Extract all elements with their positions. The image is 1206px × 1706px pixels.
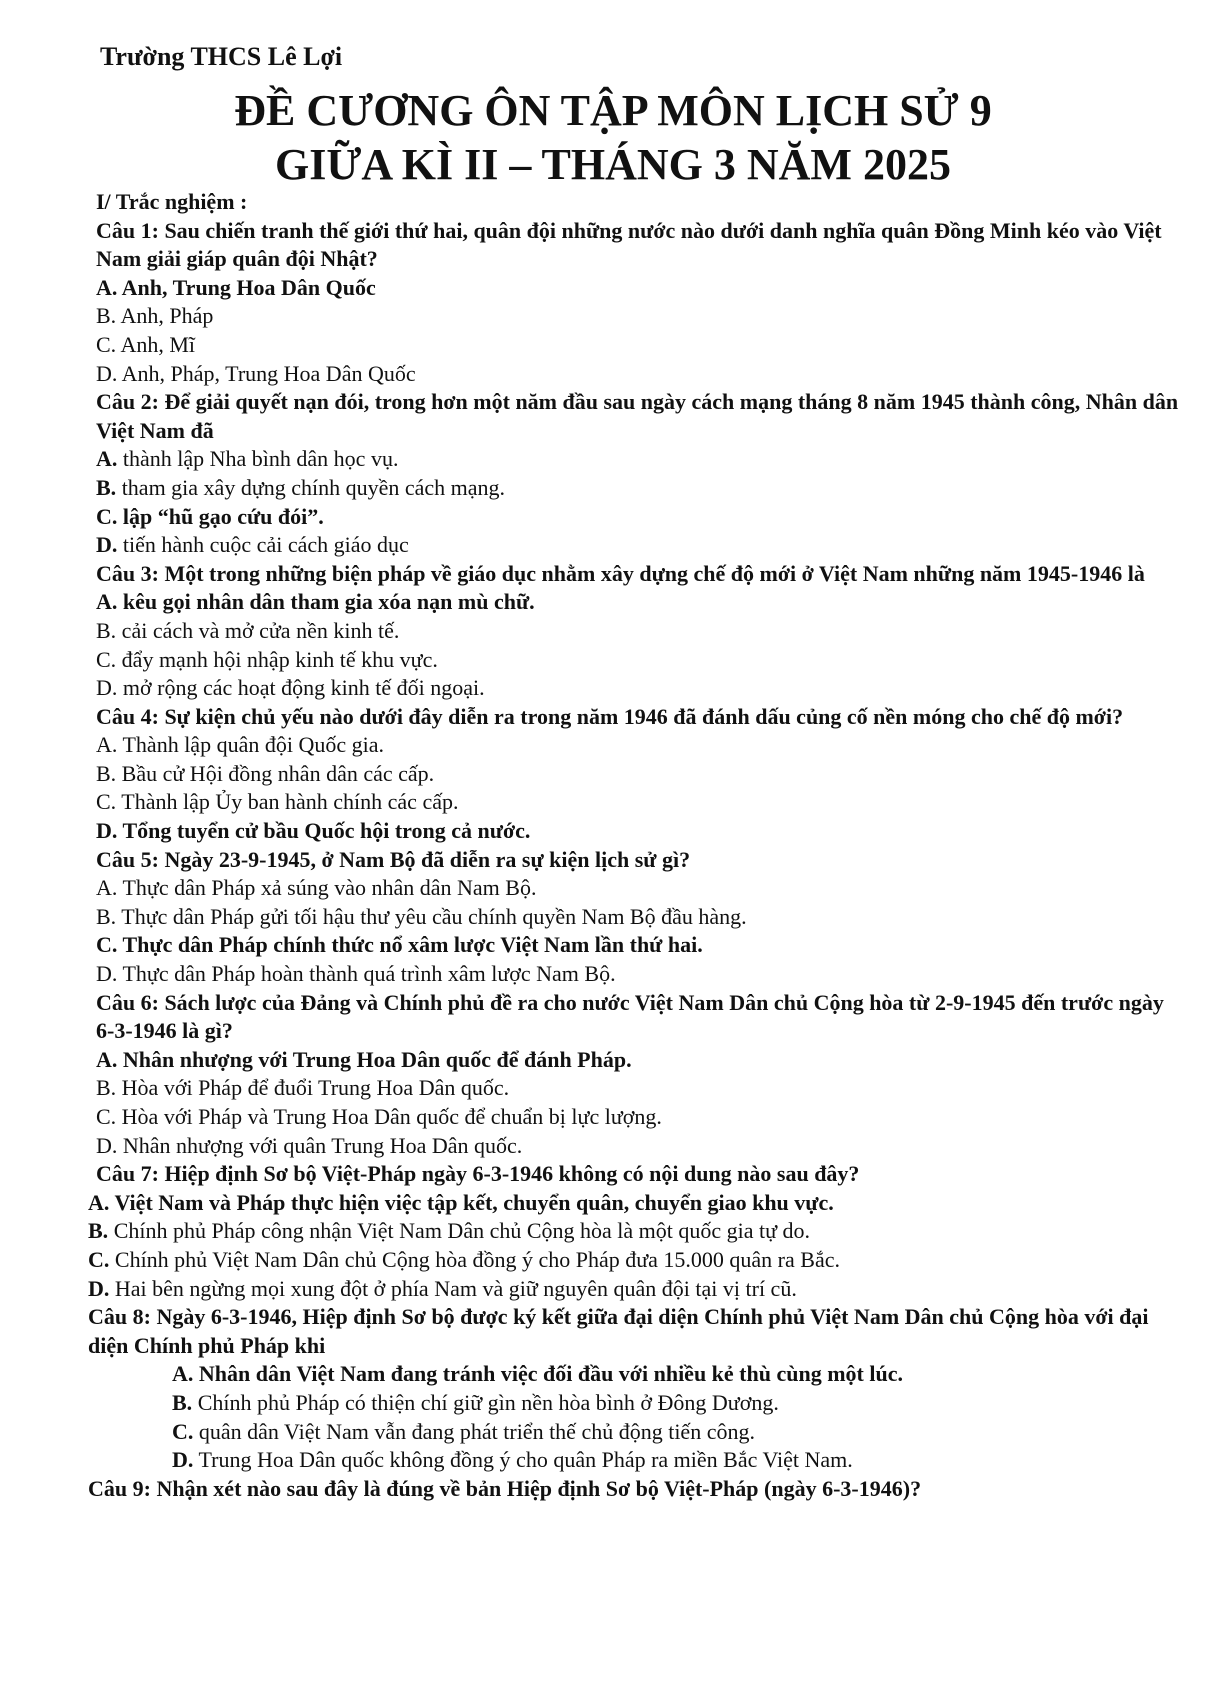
q2-option-d [96,531,1186,560]
q7-option-c-text: Chính phủ Việt Nam Dân chủ Cộng hòa đồng ý cho Pháp đưa 15.000 quân ra Bắc. [109,1246,840,1272]
q8-option-b-text: Chính phủ Pháp có thiện chí giữ gìn nền hòa bình ở Đông Dương. [192,1389,779,1415]
q6-option-c: C. Hòa với Pháp và Trung Hoa Dân quốc để chuẩn bị lực lượng. [96,1104,662,1129]
q8-option-d-letter: D. [172,1447,194,1473]
section-heading: I/ Trắc nghiệm : [96,189,248,214]
question-5: Câu 5: Ngày 23-9-1945, ở Nam Bộ đã diễn ra sự kiện lịch sử gì? [96,846,691,872]
q8-option-c-letter: C. [172,1418,194,1444]
q4-option-c: C. Thành lập Ủy ban hành chính các cấp. [96,789,459,815]
q6-option-b: B. Hòa với Pháp để đuổi Trung Hoa Dân quốc. [96,1075,510,1101]
q7-option-c [88,1246,1186,1275]
question-3 [96,560,1186,589]
q2-option-d-text: tiến hành cuộc cải cách giáo dục [117,532,409,558]
q3-option-a: A. kêu gọi nhân dân tham gia xóa nạn mù chữ. [96,589,535,615]
q3-option-b: B. cải cách và mở cửa nền kinh tế. [96,617,400,643]
question-4: Câu 4: Sự kiện chủ yếu nào dưới đây diễn ra trong năm 1946 đã đánh dấu củng cố nền móng cho chế độ mới? [96,703,1124,729]
q2-option-b-letter: B. [96,474,117,500]
question-8: Câu 8: Ngày 6-3-1946, Hiệp định Sơ bộ được ký kết giữa đại diện Chính phủ Việt Nam Dân chủ Cộng hòa với đại diện Chính phủ Pháp khi [88,1304,1149,1358]
question-2: Câu 2: Để giải quyết nạn đói, trong hơn một năm đầu sau ngày cách mạng tháng 8 năm 1945 thành công, Nhân dân Việt Nam đã [96,389,1179,443]
q2-option-b [96,474,1186,503]
q7-option-d-letter: D. [88,1275,110,1301]
q8-option-d [96,1446,1186,1475]
question-7: Câu 7: Hiệp định Sơ bộ Việt-Pháp ngày 6-3-1946 không có nội dung nào sau đây? [96,1161,860,1187]
q3-option-d: D. mở rộng các hoạt động kinh tế đối ngoại. [96,675,485,701]
question-1: Câu 1: Sau chiến tranh thế giới thứ hai, quân đội những nước nào dưới danh nghĩa quân Đồng Minh kéo vào Việt Nam giải giáp quân đội Nhật? [96,217,1162,272]
q8-option-b-letter: B. [172,1389,193,1415]
q8-option-d-text: Trung Hoa Dân quốc không đồng ý cho quân Pháp ra miền Bắc Việt Nam. [193,1447,853,1473]
q5-option-b: B. Thực dân Pháp gửi tối hậu thư yêu cầu chính quyền Nam Bộ đầu hàng. [96,903,747,929]
q1-option-c: C. Anh, Mĩ [96,331,196,357]
question-9: Câu 9: Nhận xét nào sau đây là đúng về bản Hiệp định Sơ bộ Việt-Pháp (ngày 6-3-1946)? [88,1475,922,1501]
q8-option-a: A. Nhân dân Việt Nam đang tránh việc đối đầu với nhiều kẻ thù cùng một lúc. [172,1361,903,1387]
q4-option-b: B. Bầu cử Hội đồng nhân dân các cấp. [96,760,435,786]
q5-option-d: D. Thực dân Pháp hoàn thành quá trình xâm lược Nam Bộ. [96,961,616,987]
q8-option-c-text: quân dân Việt Nam vẫn đang phát triển thế chủ động tiến công. [193,1418,755,1444]
q8-option-b [96,1389,1186,1418]
q4-option-a: A. Thành lập quân đội Quốc gia. [96,732,384,758]
q7-option-b [88,1217,1186,1246]
q1-option-a: A. Anh, Trung Hoa Dân Quốc [96,274,376,300]
q7-option-a: A. Việt Nam và Pháp thực hiện việc tập kết, chuyển quân, chuyển giao khu vực. [88,1189,834,1215]
q4-option-d: D. Tổng tuyển cử bầu Quốc hội trong cả nước. [96,818,531,844]
q7-option-b-letter: B. [88,1218,109,1244]
question-6: Câu 6: Sách lược của Đảng và Chính phủ đề ra cho nước Việt Nam Dân chủ Cộng hòa từ 2-9-1945 đến trước ngày 6-3-1946 là gì? [96,989,1164,1044]
q2-option-a [96,445,1186,474]
q7-option-b-text: Chính phủ Pháp công nhận Việt Nam Dân chủ Cộng hòa là một quốc gia tự do. [108,1218,811,1244]
question-3-label: Câu 3 [96,560,152,586]
q2-option-c: C. lập “hũ gạo cứu đói”. [96,503,324,529]
q2-option-a-text: thành lập Nha bình dân học vụ. [117,446,399,472]
school-name: Trường THCS Lê Lợi [100,42,343,71]
q2-option-b-text: tham gia xây dựng chính quyền cách mạng. [116,474,506,500]
q5-option-a: A. Thực dân Pháp xả súng vào nhân dân Nam Bộ. [96,875,537,901]
q6-option-d: D. Nhân nhượng với quân Trung Hoa Dân quốc. [96,1132,523,1158]
q2-option-a-letter: A. [96,446,118,472]
q3-option-c: C. đẩy mạnh hội nhập kinh tế khu vực. [96,646,438,672]
question-list [88,188,1186,1503]
q8-option-c [96,1418,1186,1447]
q7-option-c-letter: C. [88,1246,110,1272]
q2-option-d-letter: D. [96,532,118,558]
q6-option-a: A. Nhân nhượng với Trung Hoa Dân quốc để đánh Pháp. [96,1046,632,1072]
q1-option-d: D. Anh, Pháp, Trung Hoa Dân Quốc [96,360,416,386]
question-3-text: : Một trong những biện pháp về giáo dục nhằm xây dựng chế độ mới ở Việt Nam những năm 1945-1946 là [151,560,1145,586]
q7-option-d [88,1275,1186,1304]
q7-option-d-text: Hai bên ngừng mọi xung đột ở phía Nam và giữ nguyên quân đội tại vị trí cũ. [109,1275,797,1301]
q1-option-b: B. Anh, Pháp [96,303,214,329]
document-title-line2: GIỮA KÌ II – THÁNG 3 NĂM 2025 [275,140,951,189]
document-title-line1: ĐỀ CƯƠNG ÔN TẬP MÔN LỊCH SỬ 9 [234,86,992,135]
q5-option-c: C. Thực dân Pháp chính thức nổ xâm lược Việt Nam lần thứ hai. [96,932,703,958]
